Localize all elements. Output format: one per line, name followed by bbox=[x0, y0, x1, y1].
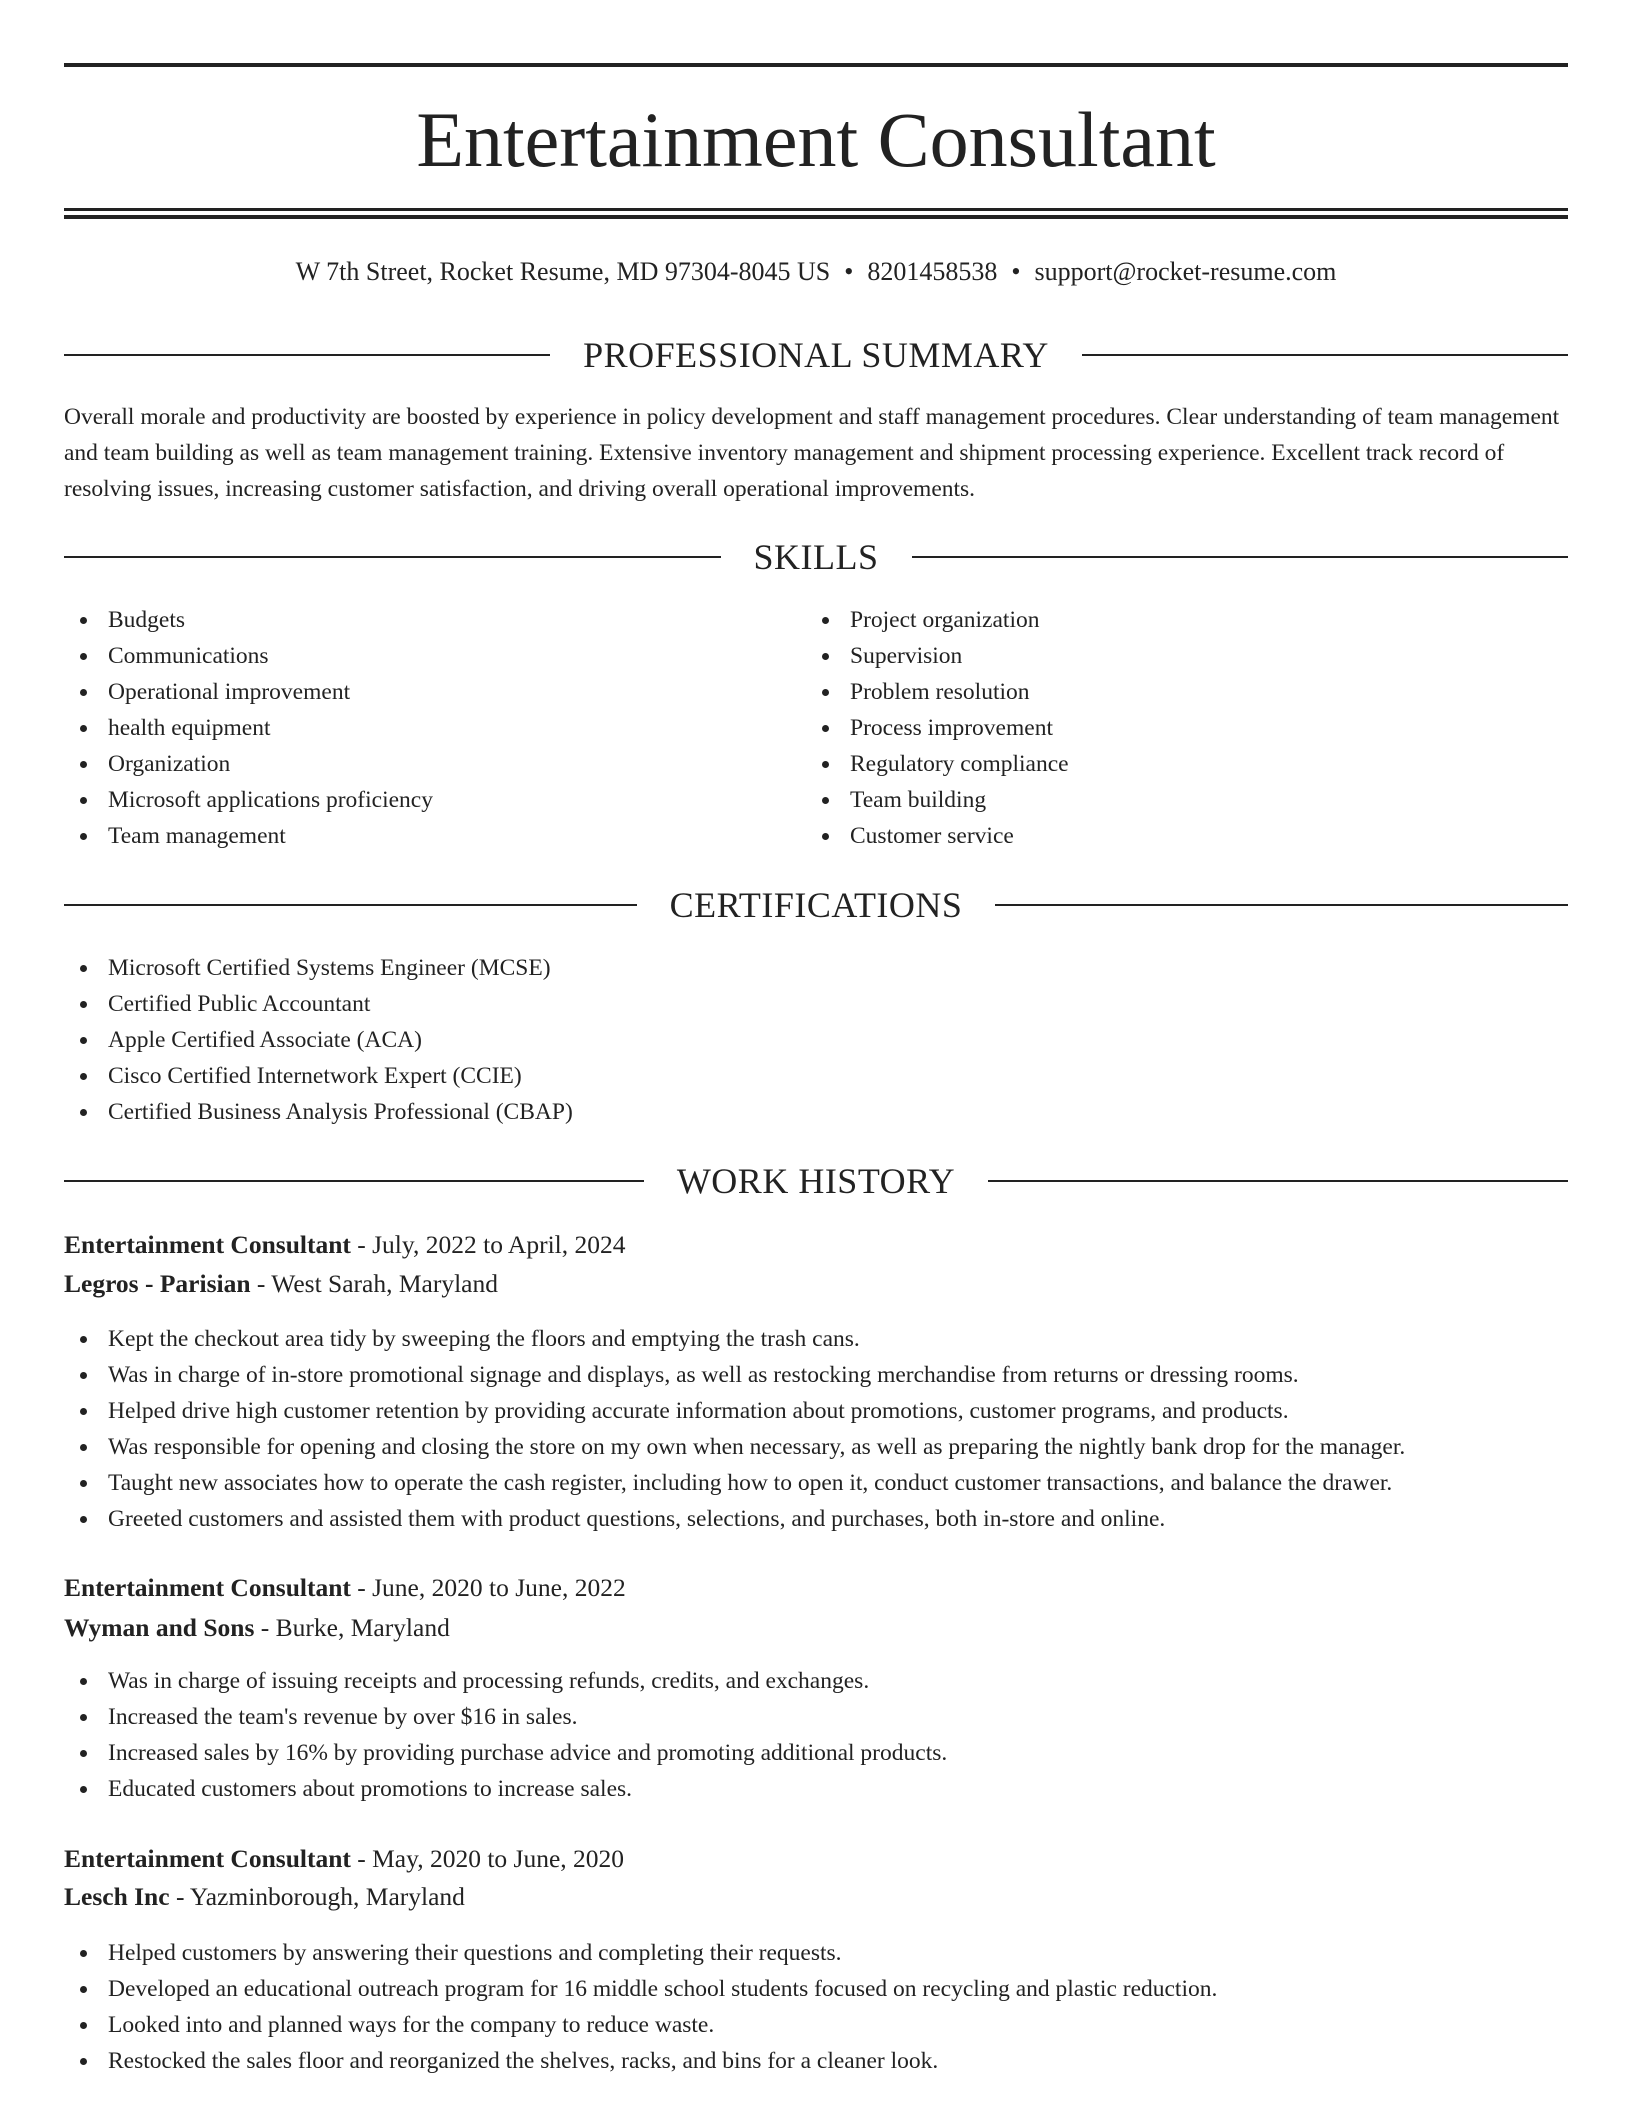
job-duty-item: Greeted customers and assisted them with product questions, selections, and purchases, both in-store and online. bbox=[64, 1501, 1568, 1537]
heading-rule-right bbox=[912, 556, 1569, 558]
job-duty-item: Helped customers by answering their questions and completing their requests. bbox=[64, 1935, 1568, 1971]
heading-rule-right bbox=[988, 1180, 1568, 1182]
skill-item: Supervision bbox=[806, 638, 1546, 674]
job-duty-item: Was responsible for opening and closing the store on my own when necessary, as well as preparing the nightly bank drop for the manager. bbox=[64, 1429, 1568, 1465]
skill-item: Problem resolution bbox=[806, 674, 1546, 710]
job-duty-item: Taught new associates how to operate the cash register, including how to open it, conduct customer transactions, and balance the drawer. bbox=[64, 1465, 1568, 1501]
job-duty-item: Was in charge of issuing receipts and processing refunds, credits, and exchanges. bbox=[64, 1663, 1568, 1699]
skills-list-left bbox=[64, 602, 804, 854]
job-duty-item: Helped drive high customer retention by providing accurate information about promotions, customer programs, and products. bbox=[64, 1393, 1568, 1429]
job-duty-item: Was in charge of in-store promotional signage and displays, as well as restocking merchandise from returns or dressing rooms. bbox=[64, 1357, 1568, 1393]
job-title-line bbox=[64, 1226, 1568, 1264]
skill-item: Team management bbox=[64, 818, 804, 854]
skill-item: Organization bbox=[64, 746, 804, 782]
job-company: Wyman and Sons bbox=[64, 1613, 255, 1642]
job-duties-list bbox=[64, 1935, 1568, 2079]
job-title: Entertainment Consultant bbox=[64, 1230, 351, 1259]
heading-rule-left bbox=[64, 1180, 644, 1182]
job-company-line bbox=[64, 1878, 1568, 1916]
job-duties-list bbox=[64, 1663, 1568, 1807]
heading-rule-right bbox=[1082, 354, 1568, 356]
certifications-list bbox=[64, 950, 1568, 1130]
certification-item: Cisco Certified Internetwork Expert (CCIE) bbox=[64, 1058, 1568, 1094]
certification-item: Certified Business Analysis Professional (CBAP) bbox=[64, 1094, 1568, 1130]
header-bottom-rule-second bbox=[64, 215, 1568, 219]
skill-item: Communications bbox=[64, 638, 804, 674]
job-title-line bbox=[64, 1569, 1568, 1607]
header-bottom-rule bbox=[64, 208, 1568, 211]
heading-rule-right bbox=[995, 904, 1568, 906]
skill-item: Project organization bbox=[806, 602, 1546, 638]
work-history-heading-label: WORK HISTORY bbox=[676, 1161, 956, 1201]
job-duties-list bbox=[64, 1321, 1568, 1537]
certification-item: Apple Certified Associate (ACA) bbox=[64, 1022, 1568, 1058]
certifications-heading bbox=[64, 880, 1568, 930]
job-location: - Yazminborough, Maryland bbox=[169, 1882, 465, 1911]
contact-line bbox=[64, 252, 1568, 292]
job-duty-item: Looked into and planned ways for the company to reduce waste. bbox=[64, 2007, 1568, 2043]
skill-item: Budgets bbox=[64, 602, 804, 638]
skill-item: Process improvement bbox=[806, 710, 1546, 746]
contact-separator: • bbox=[1011, 257, 1021, 286]
header-top-rule bbox=[64, 63, 1568, 67]
summary-heading-label: PROFESSIONAL SUMMARY bbox=[583, 335, 1049, 375]
certification-item: Microsoft Certified Systems Engineer (MCSE) bbox=[64, 950, 1568, 986]
heading-rule-left bbox=[64, 904, 637, 906]
job-dates: - May, 2020 to June, 2020 bbox=[350, 1844, 625, 1873]
summary-heading bbox=[64, 330, 1568, 380]
job-duty-item: Kept the checkout area tidy by sweeping the floors and emptying the trash cans. bbox=[64, 1321, 1568, 1357]
skill-item: Team building bbox=[806, 782, 1546, 818]
contact-separator: • bbox=[844, 257, 854, 286]
heading-rule-left bbox=[64, 556, 721, 558]
skills-list-right bbox=[806, 602, 1546, 854]
job-dates: - July, 2022 to April, 2024 bbox=[350, 1230, 626, 1259]
skill-item: Microsoft applications proficiency bbox=[64, 782, 804, 818]
job-location: - West Sarah, Maryland bbox=[250, 1269, 498, 1298]
skill-item: health equipment bbox=[64, 710, 804, 746]
job-location: - Burke, Maryland bbox=[254, 1613, 450, 1642]
job-duty-item: Educated customers about promotions to increase sales. bbox=[64, 1771, 1568, 1807]
contact-address: W 7th Street, Rocket Resume, MD 97304-8045 US bbox=[295, 257, 831, 286]
skill-item: Operational improvement bbox=[64, 674, 804, 710]
job-company-line bbox=[64, 1609, 1568, 1647]
job-title-line bbox=[64, 1840, 1568, 1878]
job-company: Lesch Inc bbox=[64, 1882, 170, 1911]
job-company-line bbox=[64, 1265, 1568, 1303]
heading-rule-left bbox=[64, 354, 550, 356]
job-title: Entertainment Consultant bbox=[64, 1573, 351, 1602]
job-dates: - June, 2020 to June, 2022 bbox=[350, 1573, 626, 1602]
job-duty-item: Increased sales by 16% by providing purchase advice and promoting additional products. bbox=[64, 1735, 1568, 1771]
skill-item: Regulatory compliance bbox=[806, 746, 1546, 782]
certification-item: Certified Public Accountant bbox=[64, 986, 1568, 1022]
resume-title: Entertainment Consultant bbox=[416, 96, 1216, 183]
skill-item: Customer service bbox=[806, 818, 1546, 854]
contact-phone: 8201458538 bbox=[867, 257, 998, 286]
contact-email: support@rocket-resume.com bbox=[1034, 257, 1337, 286]
skills-heading-label: SKILLS bbox=[753, 537, 879, 577]
summary-text: Overall morale and productivity are boosted by experience in policy development and staff management procedures. Clear understanding of team management and team building as well as team management training. Extensive inventory management and shipment processing experience. Excellent track record of resolving issues, increasing customer satisfaction, and driving overall operational improvements. bbox=[64, 404, 1560, 502]
job-title: Entertainment Consultant bbox=[64, 1844, 351, 1873]
job-company: Legros - Parisian bbox=[64, 1269, 251, 1298]
job-duty-item: Increased the team's revenue by over $16 in sales. bbox=[64, 1699, 1568, 1735]
job-duty-item: Restocked the sales floor and reorganized the shelves, racks, and bins for a cleaner look. bbox=[64, 2043, 1568, 2079]
job-duty-item: Developed an educational outreach program for 16 middle school students focused on recycling and plastic reduction. bbox=[64, 1971, 1568, 2007]
skills-heading bbox=[64, 532, 1568, 582]
work-history-heading bbox=[64, 1156, 1568, 1206]
certifications-heading-label: CERTIFICATIONS bbox=[669, 885, 963, 925]
